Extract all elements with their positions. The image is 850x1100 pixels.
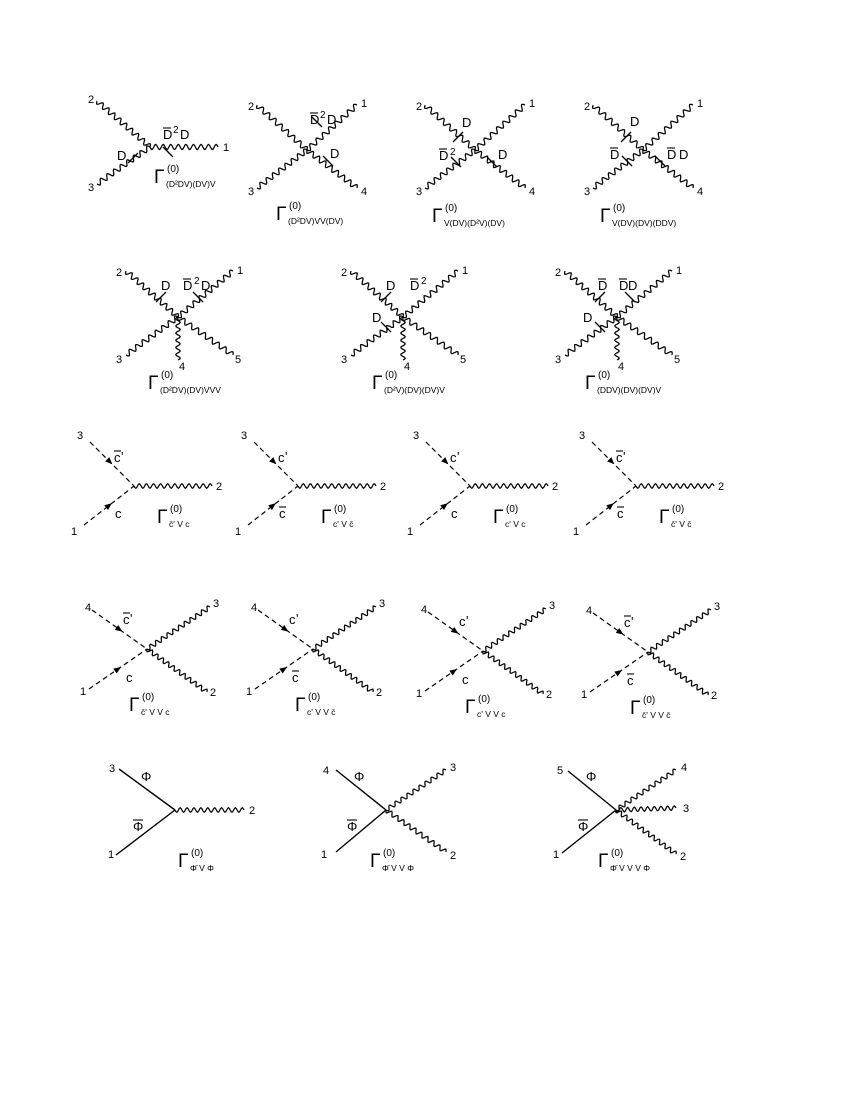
- D-operator: D: [628, 278, 638, 293]
- vertex-subscript: V(DV)(DV)(DDV): [612, 218, 677, 228]
- leg-number: 3: [549, 600, 556, 612]
- vertex-subscript: (D²DV)VV(DV): [288, 216, 344, 226]
- leg-number: 1: [697, 98, 704, 110]
- gamma-symbol: Γ: [598, 851, 609, 872]
- D-operator: D: [498, 147, 508, 162]
- prime-mark: ': [631, 614, 634, 629]
- arrow-icon: [607, 457, 614, 464]
- wavy-line: [147, 649, 207, 692]
- leg-number: 5: [235, 354, 242, 366]
- vertex-subscript: (D²DV)(DV)VVV: [160, 385, 221, 395]
- ghost-label: c: [114, 450, 121, 465]
- D-operator: D: [201, 278, 211, 293]
- wavy-line: [617, 317, 672, 355]
- gamma-symbol: Γ: [370, 851, 381, 872]
- order-superscript: (0): [506, 504, 519, 515]
- leg-number: 3: [341, 354, 348, 366]
- gamma-symbol: Γ: [432, 206, 443, 227]
- prime-mark: ': [130, 611, 133, 626]
- vertex-subscript: c̄' V V c̄: [642, 710, 671, 720]
- leg-number: 3: [213, 598, 220, 610]
- leg-number: 1: [529, 98, 536, 110]
- wavy-line: [386, 769, 446, 811]
- vertex-subscript: c' V V c: [477, 709, 506, 719]
- arrow-icon: [268, 503, 276, 510]
- leg-number: 3: [450, 762, 457, 774]
- leg-number: 3: [413, 430, 420, 442]
- diagram-d11: [573, 430, 724, 538]
- arrow-icon: [279, 667, 287, 674]
- derivative-tick: [625, 292, 635, 302]
- phibar-label: Φ: [133, 819, 144, 834]
- leg-number: 4: [697, 186, 704, 198]
- wavy-line: [126, 271, 179, 317]
- order-superscript: (0): [167, 164, 180, 175]
- wavy-line: [401, 317, 405, 360]
- arrow-icon: [614, 670, 622, 677]
- wavy-line: [298, 484, 376, 488]
- diagram-d10: [407, 430, 558, 538]
- arrow-icon: [440, 503, 448, 510]
- order-superscript: (0): [672, 504, 685, 515]
- diagram-d3: [416, 98, 535, 228]
- vertex-subscript: c̄' V c: [169, 519, 190, 529]
- gamma-symbol: Γ: [659, 507, 670, 528]
- D-operator: D: [180, 127, 190, 142]
- wavy-line: [257, 149, 307, 189]
- leg-number: 1: [573, 526, 580, 538]
- leg-number: 3: [116, 354, 123, 366]
- vertex-subscript: (D²V)(DV)(DV)V: [384, 385, 445, 395]
- leg-number: 1: [321, 849, 328, 861]
- order-superscript: (0): [170, 504, 183, 515]
- prime-mark: ': [457, 449, 460, 464]
- arrow-icon: [441, 457, 448, 464]
- diagram-d18: [553, 762, 689, 873]
- leg-number: 2: [416, 101, 423, 113]
- leg-number: 2: [711, 690, 718, 702]
- leg-number: 5: [674, 354, 681, 366]
- gamma-symbol: Γ: [630, 698, 641, 719]
- arrow-icon: [281, 625, 289, 632]
- leg-number: 1: [108, 849, 115, 861]
- D-operator: D: [630, 114, 640, 129]
- ghost-label: c: [450, 450, 457, 465]
- leg-number: 4: [179, 361, 186, 373]
- leg-number: 2: [216, 481, 223, 493]
- wavy-line: [175, 808, 244, 812]
- arrow-icon: [606, 503, 614, 510]
- ghost-label: c: [616, 450, 623, 465]
- Dbar-operator: D: [667, 147, 677, 162]
- wavy-line: [313, 649, 373, 692]
- vertex-subscript: V(DV)(D²V)(DV): [444, 218, 505, 228]
- wavy-line: [615, 317, 619, 360]
- ghost-label: c: [115, 506, 122, 521]
- leg-number: 4: [529, 186, 536, 198]
- wavy-line: [643, 104, 693, 150]
- ghost-label: c: [624, 615, 631, 630]
- leg-number: 3: [584, 186, 591, 198]
- diagram-d14: [416, 600, 555, 719]
- square-superscript: 2: [421, 276, 427, 287]
- D-operator: D: [330, 146, 340, 161]
- leg-number: 1: [71, 526, 78, 538]
- ghost-label: c: [451, 506, 458, 521]
- leg-number: 3: [241, 430, 248, 442]
- leg-number: 3: [109, 763, 116, 775]
- prime-mark: ': [466, 613, 469, 628]
- square-superscript: 2: [173, 125, 179, 136]
- wavy-line: [648, 652, 708, 695]
- leg-number: 2: [341, 267, 348, 279]
- leg-number: 2: [248, 101, 255, 113]
- ghost-label: c: [123, 612, 130, 627]
- leg-number: 1: [462, 265, 469, 277]
- gamma-symbol: Γ: [148, 373, 159, 394]
- arrow-icon: [105, 457, 112, 464]
- order-superscript: (0): [611, 848, 624, 859]
- wavy-line: [257, 105, 308, 150]
- gamma-symbol: Γ: [157, 507, 168, 528]
- leg-number: 1: [581, 689, 588, 701]
- leg-number: 1: [407, 526, 414, 538]
- arrow-icon: [451, 627, 459, 634]
- solid-line: [562, 810, 616, 853]
- leg-number: 2: [376, 687, 383, 699]
- leg-number: 1: [553, 849, 560, 861]
- wavy-line: [176, 317, 180, 360]
- diagram-d7: [555, 265, 682, 395]
- leg-number: 2: [555, 267, 562, 279]
- solid-line: [336, 810, 386, 852]
- leg-number: 2: [450, 850, 457, 862]
- order-superscript: (0): [445, 203, 458, 214]
- ghost-label: c: [289, 612, 296, 627]
- gamma-symbol: Γ: [585, 373, 596, 394]
- diagram-d12: [80, 598, 219, 717]
- wavy-line: [386, 810, 446, 852]
- square-superscript: 2: [450, 147, 456, 158]
- leg-number: 1: [80, 686, 87, 698]
- gamma-symbol: Γ: [295, 695, 306, 716]
- order-superscript: (0): [334, 504, 347, 515]
- leg-number: 4: [323, 765, 330, 777]
- leg-number: 2: [380, 481, 387, 493]
- Dbar-operator: D: [619, 278, 629, 293]
- leg-number: 1: [223, 142, 230, 154]
- diagram-d17: [321, 762, 456, 873]
- wavy-line: [150, 144, 218, 149]
- D-operator: D: [161, 278, 171, 293]
- wavy-line: [475, 104, 525, 150]
- leg-number: 2: [718, 481, 725, 493]
- gamma-symbol: Γ: [600, 206, 611, 227]
- leg-number: 3: [714, 601, 721, 613]
- D-operator: D: [583, 310, 593, 325]
- leg-number: 1: [237, 265, 244, 277]
- derivative-tick: [621, 132, 631, 142]
- vertex-subscript: (D²DV)(DV)V: [166, 179, 216, 189]
- D-operator: D: [679, 147, 689, 162]
- vertex-subscript: Φ̄ V V Φ: [382, 863, 414, 873]
- derivative-tick: [487, 157, 497, 167]
- vertex-subscript: Φ̄ V Φ: [190, 863, 214, 873]
- leg-number: 3: [77, 430, 84, 442]
- wavy-line: [483, 608, 546, 652]
- arrow-icon: [104, 503, 112, 510]
- wavy-line: [636, 484, 714, 488]
- ghost-label: c: [617, 506, 624, 521]
- diagram-d8: [71, 430, 222, 538]
- ghost-label: c: [126, 670, 133, 685]
- leg-number: 2: [88, 94, 95, 106]
- solid-line: [116, 810, 175, 855]
- order-superscript: (0): [161, 370, 174, 381]
- wavy-line: [483, 651, 543, 694]
- Dbar-operator: D: [439, 148, 449, 163]
- prime-mark: ': [285, 449, 288, 464]
- phi-label: Φ: [141, 769, 152, 784]
- gamma-symbol: Γ: [154, 167, 165, 188]
- phibar-label: Φ: [347, 819, 358, 834]
- D-operator: D: [386, 278, 396, 293]
- leg-number: 1: [246, 686, 253, 698]
- leg-number: 3: [579, 430, 586, 442]
- leg-number: 4: [361, 186, 368, 198]
- arrow-icon: [616, 628, 624, 635]
- leg-number: 5: [460, 354, 467, 366]
- diagram-d9: [235, 430, 386, 538]
- phibar-label: Φ: [578, 819, 589, 834]
- Dbar-operator: D: [410, 278, 420, 293]
- leg-number: 3: [248, 186, 255, 198]
- leg-number: 4: [618, 361, 625, 373]
- wavy-line: [147, 606, 210, 650]
- square-superscript: 2: [194, 276, 200, 287]
- leg-number: 1: [235, 526, 242, 538]
- derivative-tick: [655, 156, 665, 166]
- leg-number: 4: [251, 602, 258, 614]
- leg-number: 3: [683, 803, 690, 815]
- diagram-d2: [248, 98, 367, 226]
- wavy-line: [97, 101, 151, 147]
- wavy-line: [178, 317, 233, 355]
- ghost-label: c: [279, 506, 286, 521]
- leg-number: 1: [416, 688, 423, 700]
- prime-mark: ': [623, 449, 626, 464]
- ghost-label: c: [459, 614, 466, 629]
- wavy-line: [616, 769, 676, 811]
- leg-number: 4: [681, 762, 688, 774]
- gamma-symbol: Γ: [321, 507, 332, 528]
- leg-number: 4: [586, 605, 593, 617]
- leg-number: 2: [546, 689, 553, 701]
- Dbar-operator: D: [610, 147, 620, 162]
- D-operator: D: [372, 310, 382, 325]
- square-superscript: 2: [320, 110, 326, 121]
- Dbar-operator: D: [310, 112, 320, 127]
- diagram-d4: [584, 98, 703, 228]
- leg-number: 1: [361, 98, 368, 110]
- gamma-symbol: Γ: [493, 507, 504, 528]
- leg-number: 3: [555, 354, 562, 366]
- gamma-symbol: Γ: [465, 697, 476, 718]
- wavy-line: [134, 484, 212, 488]
- leg-number: 2: [584, 101, 591, 113]
- D-operator: D: [462, 115, 472, 130]
- diagram-d1: [88, 94, 229, 194]
- leg-number: 1: [676, 265, 683, 277]
- leg-number: 4: [404, 361, 411, 373]
- leg-number: 2: [680, 851, 687, 863]
- leg-number: 2: [249, 805, 256, 817]
- vertex-subscript: (DDV)(DV)(DV)V: [597, 385, 662, 395]
- phi-label: Φ: [586, 769, 597, 784]
- wavy-line: [648, 609, 711, 653]
- order-superscript: (0): [478, 694, 491, 705]
- vertex-subscript: Φ̄ V V V Φ: [610, 863, 651, 873]
- leg-number: 2: [210, 687, 217, 699]
- prime-mark: ': [121, 449, 124, 464]
- order-superscript: (0): [643, 695, 656, 706]
- order-superscript: (0): [598, 370, 611, 381]
- wavy-line: [313, 606, 376, 650]
- diagram-d16: [108, 763, 255, 873]
- leg-number: 2: [116, 267, 123, 279]
- diagram-d5: [116, 265, 243, 395]
- diagram-d6: [341, 265, 468, 395]
- Dbar-operator: D: [598, 278, 608, 293]
- diagram-d13: [246, 598, 385, 717]
- D-operator: D: [327, 112, 337, 127]
- Dbar-operator: D: [163, 127, 173, 142]
- leg-number: 2: [552, 481, 559, 493]
- derivative-tick: [453, 132, 463, 142]
- wavy-line: [126, 316, 178, 356]
- gamma-symbol: Γ: [372, 373, 383, 394]
- order-superscript: (0): [289, 201, 302, 212]
- leg-number: 5: [557, 765, 564, 777]
- order-superscript: (0): [308, 692, 321, 703]
- gamma-symbol: Γ: [276, 204, 287, 225]
- leg-number: 4: [421, 604, 428, 616]
- arrow-icon: [449, 669, 457, 676]
- Dbar-operator: D: [183, 278, 193, 293]
- vertex-subscript: c̄' V c̄: [671, 519, 692, 529]
- wavy-line: [403, 317, 458, 355]
- leg-number: 3: [416, 186, 423, 198]
- ghost-label: c: [278, 450, 285, 465]
- ghost-label: c: [292, 670, 299, 685]
- vertex-subscript: c' V c: [505, 519, 526, 529]
- leg-number: 3: [379, 598, 386, 610]
- ghost-label: c: [462, 672, 469, 687]
- vertex-subscript: c' V V c̄: [307, 707, 336, 717]
- diagram-d15: [581, 601, 720, 720]
- arrow-icon: [269, 457, 276, 464]
- order-superscript: (0): [383, 848, 396, 859]
- phi-label: Φ: [354, 769, 365, 784]
- wavy-line: [470, 484, 548, 488]
- vertex-subscript: c' V c̄: [333, 519, 354, 529]
- vertex-subscript: c̄' V V c: [141, 707, 170, 717]
- gamma-symbol: Γ: [178, 851, 189, 872]
- order-superscript: (0): [142, 692, 155, 703]
- ghost-label: c: [627, 673, 634, 688]
- D-operator: D: [117, 148, 127, 163]
- arrow-icon: [113, 667, 121, 674]
- gamma-symbol: Γ: [129, 695, 140, 716]
- arrow-icon: [115, 625, 123, 632]
- leg-number: 3: [88, 182, 95, 194]
- order-superscript: (0): [385, 370, 398, 381]
- leg-number: 4: [85, 602, 92, 614]
- prime-mark: ': [296, 611, 299, 626]
- order-superscript: (0): [191, 848, 204, 859]
- wavy-line: [616, 810, 676, 854]
- order-superscript: (0): [613, 203, 626, 214]
